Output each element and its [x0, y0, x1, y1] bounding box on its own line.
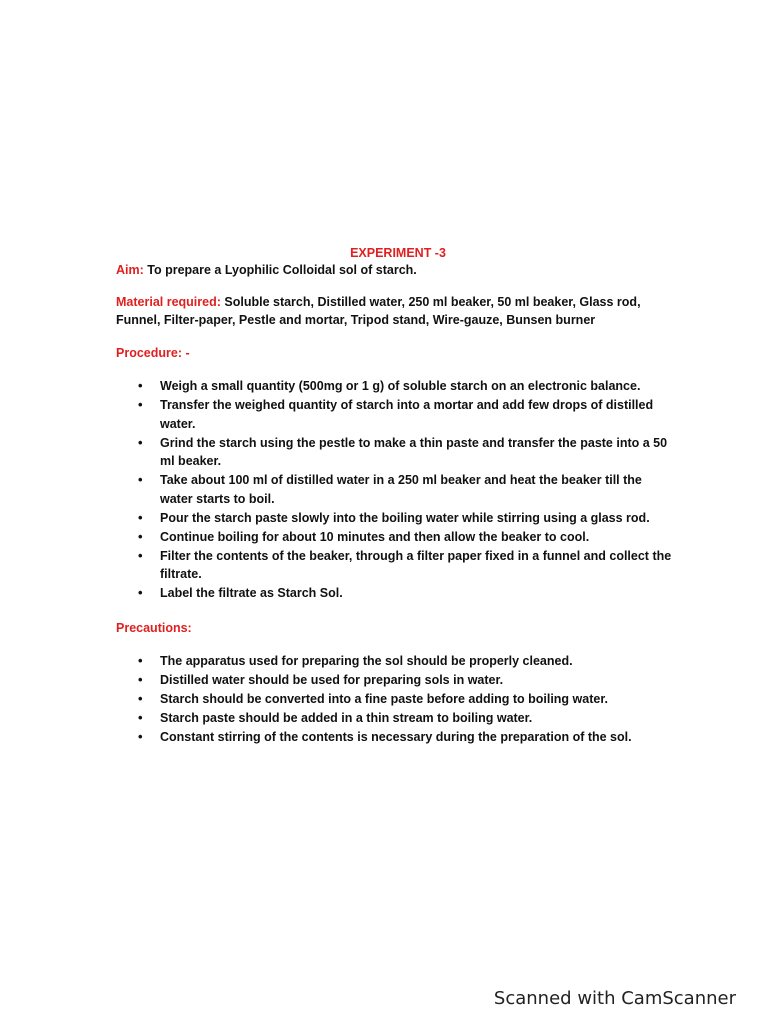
procedure-step: • Weigh a small quantity (500mg or 1 g) of soluble starch on an electronic balance.: [136, 377, 676, 396]
procedure-step: • Continue boiling for about 10 minutes and then allow the beaker to cool.: [136, 528, 676, 547]
experiment-title: EXPERIMENT -3: [350, 246, 446, 260]
procedure-list: [136, 377, 676, 603]
scanner-watermark: Scanned with CamScanner: [493, 988, 736, 1009]
materials-block: [116, 293, 676, 329]
precaution-item: • Starch should be converted into a fine paste before adding to boiling water.: [136, 690, 676, 709]
procedure-step: • Pour the starch paste slowly into the boiling water while stirring using a glass rod.: [136, 509, 676, 528]
procedure-step: • Take about 100 ml of distilled water in a 250 ml beaker and heat the beaker till the water starts to boil.: [136, 471, 676, 508]
precaution-item: • Starch paste should be added in a thin stream to boiling water.: [136, 709, 676, 728]
procedure-heading: Procedure: -: [116, 346, 190, 360]
aim-line: [116, 261, 417, 279]
procedure-step: • Filter the contents of the beaker, through a filter paper fixed in a funnel and collect the filtrate.: [136, 547, 676, 584]
procedure-step: • Transfer the weighed quantity of starch into a mortar and add few drops of distilled water.: [136, 396, 676, 433]
procedure-step: • Grind the starch using the pestle to make a thin paste and transfer the paste into a 50 ml beaker.: [136, 434, 676, 471]
precaution-item: • Constant stirring of the contents is necessary during the preparation of the sol.: [136, 728, 676, 747]
aim-label: Aim:: [116, 263, 144, 277]
procedure-step: • Label the filtrate as Starch Sol.: [136, 584, 676, 603]
materials-label: Material required:: [116, 295, 221, 309]
precaution-item: • Distilled water should be used for preparing sols in water.: [136, 671, 676, 690]
precautions-list: [136, 652, 676, 747]
precautions-heading: Precautions:: [116, 621, 192, 635]
aim-text: To prepare a Lyophilic Colloidal sol of starch.: [147, 263, 417, 277]
materials-text: Soluble starch, Distilled water, 250 ml beaker, 50 ml beaker, Glass rod, Funnel, Filter-paper, Pestle and mortar, Tripod stand, Wire-gauze, Bunsen burner: [116, 295, 641, 327]
precaution-item: • The apparatus used for preparing the sol should be properly cleaned.: [136, 652, 676, 671]
